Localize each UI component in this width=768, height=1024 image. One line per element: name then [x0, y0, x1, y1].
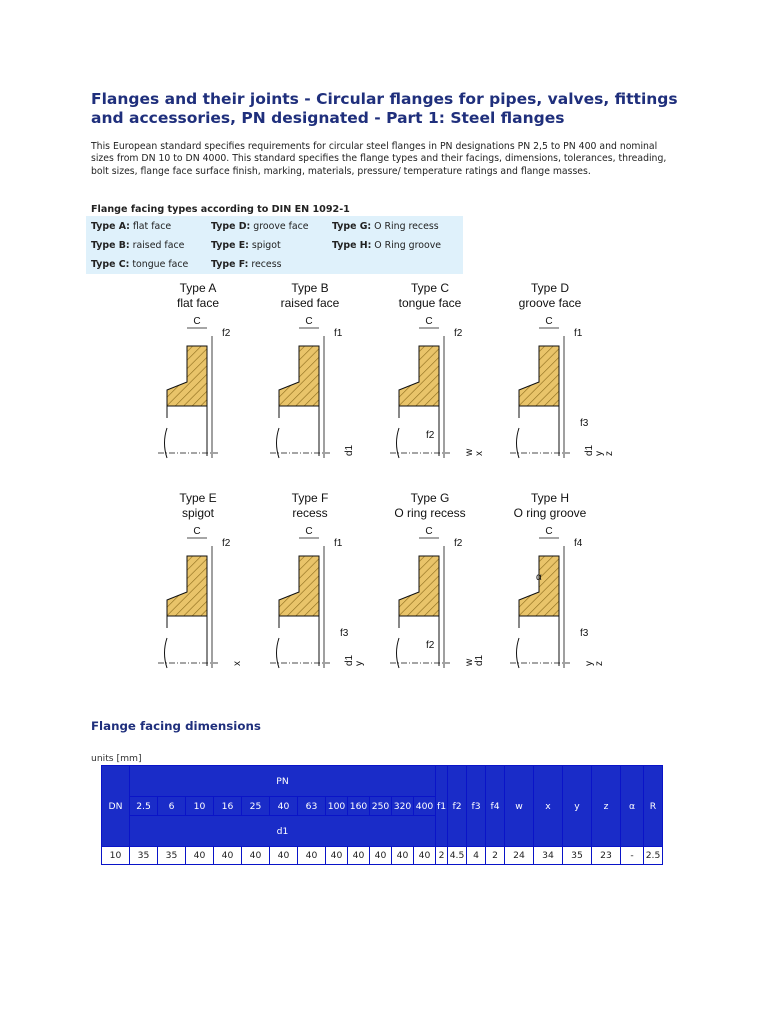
flange-section-shape	[399, 556, 439, 616]
table-cell: 40	[186, 847, 213, 864]
dimension-label-f2: f2	[222, 328, 231, 339]
facing-type-item	[211, 259, 281, 270]
flange-type-figure	[158, 281, 231, 458]
flange-type-figure	[270, 491, 365, 668]
dimension-label-vertical: d1	[344, 444, 355, 456]
facing-type-key: Type A:	[91, 221, 130, 232]
table-cell: -	[621, 847, 643, 864]
pipe-outline	[517, 406, 560, 458]
dimension-label-c: C	[193, 526, 201, 537]
table-cell: 40	[298, 847, 325, 864]
facing-type-item	[91, 259, 188, 270]
table-header-pn-value: 25	[242, 797, 269, 815]
pipe-outline	[277, 406, 320, 458]
facing-type-desc: groove face	[250, 221, 309, 232]
dimension-label-vertical: x	[474, 451, 485, 456]
pipe-outline	[277, 616, 320, 668]
table-header-extra: y	[563, 766, 591, 846]
facing-type-desc: flat face	[129, 221, 172, 232]
dimension-label-vertical: y	[594, 451, 605, 456]
flange-section-shape	[519, 346, 559, 406]
dimension-label-c: C	[425, 526, 433, 537]
table-cell: 2	[486, 847, 504, 864]
dimension-label-vertical: d1	[584, 444, 595, 456]
table-cell: 35	[158, 847, 185, 864]
dimension-label-f2: f2	[454, 538, 463, 549]
dimension-label-f4: f4	[574, 538, 583, 549]
dimension-label-c: C	[545, 526, 553, 537]
flange-facing-diagram	[150, 278, 620, 688]
facing-type-item	[91, 240, 184, 251]
table-row	[102, 847, 662, 864]
flange-type-figure	[270, 281, 355, 458]
flange-type-figure	[158, 491, 243, 668]
units-label: units [mm]	[91, 753, 142, 764]
facing-type-key: Type C:	[91, 259, 130, 270]
dimension-label-f2-lower: f2	[426, 430, 435, 441]
table-cell: 40	[414, 847, 435, 864]
table-header-pn-value: 40	[270, 797, 297, 815]
flange-type-name: Type G	[410, 491, 450, 505]
flange-section-shape	[279, 556, 319, 616]
dimension-label-c: C	[305, 316, 313, 327]
table-header-extra: w	[505, 766, 533, 846]
dimension-label-vertical: z	[604, 451, 615, 456]
table-header-dn: DN	[102, 766, 129, 846]
facing-type-desc: tongue face	[129, 259, 189, 270]
facing-type-key: Type B:	[91, 240, 130, 251]
facing-type-desc: recess	[248, 259, 282, 270]
dimension-label-vertical: d1	[474, 654, 485, 666]
intro-paragraph: This European standard specifies requirements for circular steel flanges in PN designations PN 2,5 to PN 400 and nominal sizes from DN 10 to DN 4000. This standard specifies the flange types and their facings, dimensions, tolerances, threading, bolt sizes, flange face surface finish, marking, materials, pressure/ temperature ratings and flange masses.	[91, 141, 667, 177]
table-cell: 40	[214, 847, 241, 864]
table-cell: 40	[392, 847, 413, 864]
flange-type-desc: raised face	[280, 296, 340, 310]
flange-type-name: Type F	[291, 491, 329, 505]
flange-type-desc: recess	[292, 506, 328, 520]
page-title: Flanges and their joints - Circular flanges for pipes, valves, fittings and accessories, PN designated - Part 1: Steel flanges	[91, 90, 678, 127]
flange-type-desc: groove face	[518, 296, 582, 310]
table-cell: 10	[102, 847, 129, 864]
table-header-pn-value: 16	[214, 797, 241, 815]
table-cell: 24	[505, 847, 533, 864]
facing-type-key: Type D:	[211, 221, 251, 232]
dimension-label-f1: f1	[334, 328, 343, 339]
table-header-pn: PN	[130, 766, 435, 796]
table-header-extra: f1	[436, 766, 447, 846]
facing-type-item	[211, 221, 309, 232]
dimensions-heading: Flange facing dimensions	[91, 719, 261, 733]
flange-type-name: Type H	[530, 491, 570, 505]
facing-type-item	[91, 221, 171, 232]
flange-section-shape	[399, 346, 439, 406]
dimension-label-vertical: w	[464, 658, 475, 666]
flange-type-figure	[390, 281, 485, 458]
dimension-label-vertical: d1	[344, 654, 355, 666]
dimensions-table	[101, 765, 663, 865]
table-cell: 2	[436, 847, 447, 864]
table-header-pn-value: 160	[348, 797, 369, 815]
facing-type-key: Type F:	[211, 259, 249, 270]
table-cell: 40	[270, 847, 297, 864]
facing-type-item	[211, 240, 281, 251]
dimension-label-f2: f2	[222, 538, 231, 549]
table-cell: 40	[326, 847, 347, 864]
dimension-label-f1: f1	[334, 538, 343, 549]
flange-type-desc: spigot	[181, 506, 215, 520]
pipe-outline	[165, 616, 208, 668]
table-header-extra: z	[592, 766, 620, 846]
table-cell: 4.5	[448, 847, 466, 864]
facing-type-desc: spigot	[248, 240, 281, 251]
flange-type-desc: flat face	[176, 296, 220, 310]
table-header-pn-value: 63	[298, 797, 325, 815]
facing-type-item	[332, 221, 439, 232]
flange-type-desc: tongue face	[398, 296, 462, 310]
flange-type-figure	[510, 491, 605, 668]
table-header-extra: f4	[486, 766, 504, 846]
facing-type-desc: O Ring groove	[371, 240, 442, 251]
dimension-label-f1: f1	[574, 328, 583, 339]
flange-section-shape	[167, 346, 207, 406]
dimension-label-f3: f3	[340, 628, 349, 639]
flange-type-name: Type E	[179, 491, 217, 505]
dimension-label-f2: f2	[454, 328, 463, 339]
table-header-pn-value: 100	[326, 797, 347, 815]
facing-type-desc: O Ring recess	[371, 221, 439, 232]
pipe-outline	[517, 616, 560, 668]
table-cell: 40	[242, 847, 269, 864]
flange-type-figure	[510, 281, 615, 458]
flange-type-name: Type A	[179, 281, 217, 295]
table-cell: 40	[370, 847, 391, 864]
table-header-pn-value: 6	[158, 797, 185, 815]
flange-section-shape	[167, 556, 207, 616]
table-header-pn-value: 250	[370, 797, 391, 815]
pipe-outline	[165, 406, 208, 458]
flange-type-desc: O ring recess	[394, 506, 466, 520]
table-header-pn-value: 2.5	[130, 797, 157, 815]
table-header-pn-value: 400	[414, 797, 435, 815]
dimension-label-vertical: y	[354, 661, 365, 666]
facing-type-key: Type E:	[211, 240, 249, 251]
table-cell: 2.5	[644, 847, 662, 864]
table-header-pn-value: 320	[392, 797, 413, 815]
flange-type-name: Type C	[410, 281, 450, 295]
table-header-extra: R	[644, 766, 662, 846]
table-header-row	[102, 766, 662, 796]
table-cell: 40	[348, 847, 369, 864]
dimension-label-f3: f3	[580, 418, 589, 429]
flange-type-name: Type D	[530, 281, 570, 295]
table-cell: 35	[130, 847, 157, 864]
facing-type-item	[332, 240, 441, 251]
table-header-extra: x	[534, 766, 562, 846]
table-cell: 23	[592, 847, 620, 864]
facing-types-heading: Flange facing types according to DIN EN 1092-1	[91, 204, 350, 215]
table-header-extra: f2	[448, 766, 466, 846]
dimension-label-alpha: α	[536, 572, 542, 583]
dimension-label-vertical: x	[232, 661, 243, 666]
flange-section-shape	[279, 346, 319, 406]
dimension-label-vertical: w	[464, 448, 475, 456]
facing-type-desc: raised face	[129, 240, 185, 251]
table-header-pn-value: 10	[186, 797, 213, 815]
dimension-label-c: C	[193, 316, 201, 327]
dimension-label-c: C	[425, 316, 433, 327]
dimension-label-vertical: z	[594, 661, 605, 666]
table-header-d1: d1	[130, 816, 435, 846]
table-cell: 34	[534, 847, 562, 864]
table-cell: 4	[467, 847, 485, 864]
facing-type-key: Type G:	[332, 221, 372, 232]
dimension-label-f3: f3	[580, 628, 589, 639]
dimension-label-vertical: y	[584, 661, 595, 666]
flange-type-desc: O ring groove	[513, 506, 587, 520]
facing-type-key: Type H:	[332, 240, 372, 251]
dimension-label-f2-lower: f2	[426, 640, 435, 651]
flange-section-shape	[519, 556, 559, 616]
table-header-extra: α	[621, 766, 643, 846]
table-header-extra: f3	[467, 766, 485, 846]
dimension-label-c: C	[545, 316, 553, 327]
flange-type-figure	[390, 491, 485, 668]
flange-type-name: Type B	[291, 281, 329, 295]
dimension-label-c: C	[305, 526, 313, 537]
table-cell: 35	[563, 847, 591, 864]
